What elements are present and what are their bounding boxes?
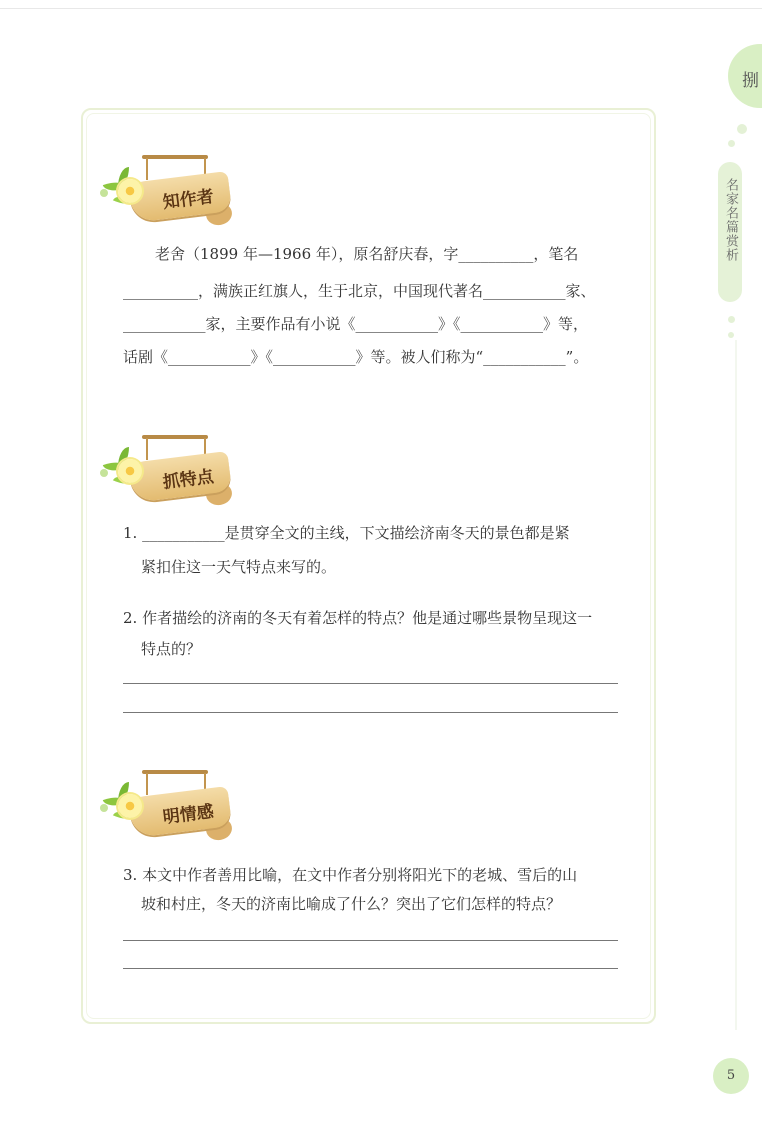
section-title: 抓特点 bbox=[161, 466, 215, 494]
answer-line[interactable] bbox=[123, 712, 618, 713]
text-line: ___________家，主要作品有小说《___________》《___________》等， bbox=[123, 315, 589, 333]
side-tab-label: 名家名篇赏析 bbox=[723, 178, 738, 262]
question-3-line: 坡和村庄，冬天的济南比喻成了什么？突出了它们怎样的特点？ bbox=[141, 895, 562, 913]
flower-icon bbox=[118, 794, 142, 818]
text-line: __________，满族正红旗人，生于北京，中国现代著名___________家、 bbox=[123, 282, 596, 300]
section-banner-author bbox=[96, 155, 236, 235]
side-rule bbox=[735, 340, 737, 1030]
dot bbox=[728, 332, 734, 338]
answer-line[interactable] bbox=[123, 968, 618, 969]
question-2-line: 特点的？ bbox=[141, 640, 202, 658]
banner-pole bbox=[142, 435, 208, 439]
section-banner-features bbox=[96, 435, 236, 515]
banner-pole bbox=[142, 155, 208, 159]
banner-string bbox=[146, 158, 148, 180]
question-2-line: 2. 作者描绘的济南的冬天有着怎样的特点？他是通过哪些景物呈现这一 bbox=[123, 609, 593, 627]
banner-pole bbox=[142, 770, 208, 774]
section-title: 知作者 bbox=[161, 186, 215, 214]
section-banner-emotion bbox=[96, 770, 236, 850]
chapter-number: 捌 bbox=[742, 71, 759, 91]
question-1-line: 1. ___________是贯穿全文的主线，下文描绘济南冬天的景色都是紧 bbox=[123, 524, 570, 542]
section-title: 明情感 bbox=[161, 801, 215, 829]
flower-icon bbox=[118, 459, 142, 483]
dot bbox=[728, 140, 735, 147]
top-rule bbox=[0, 8, 762, 9]
flower-icon bbox=[118, 179, 142, 203]
dot bbox=[737, 124, 747, 134]
bud-icon bbox=[100, 469, 108, 477]
answer-line[interactable] bbox=[123, 940, 618, 941]
banner-string bbox=[146, 773, 148, 795]
text-line: 老舍（1899 年—1966 年），原名舒庆春，字__________，笔名 bbox=[155, 245, 579, 263]
question-1-line: 紧扣住这一天气特点来写的。 bbox=[141, 558, 337, 576]
text-line: 话剧《___________》《___________》等。被人们称为“___________”。 bbox=[123, 348, 589, 366]
page-number: 5 bbox=[726, 1068, 736, 1083]
answer-line[interactable] bbox=[123, 683, 618, 684]
dot bbox=[728, 316, 735, 323]
bud-icon bbox=[100, 189, 108, 197]
bud-icon bbox=[100, 804, 108, 812]
question-3-line: 3. 本文中作者善用比喻，在文中作者分别将阳光下的老城、雪后的山 bbox=[123, 866, 578, 884]
banner-string bbox=[146, 438, 148, 460]
